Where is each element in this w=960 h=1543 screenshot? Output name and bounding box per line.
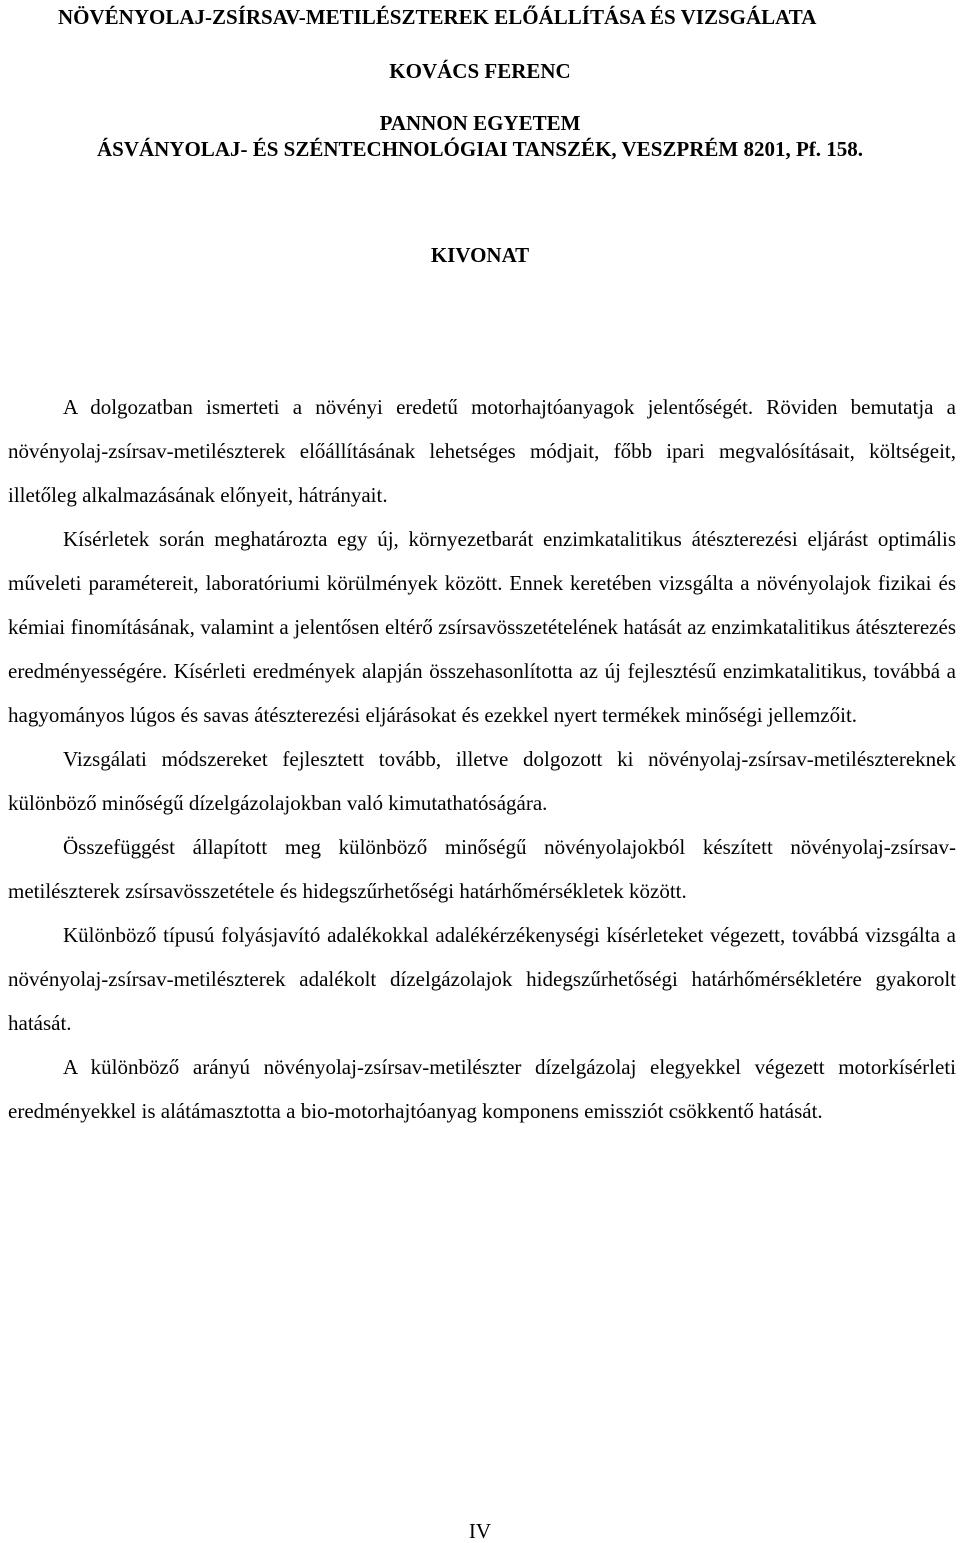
page-number: IV	[468, 1519, 492, 1543]
abstract-paragraph: A különböző arányú növényolaj-zsírsav-metilészter dízelgázolaj elegyekkel végezett motorkísérleti eredményekkel is alátámasztotta a bio-motorhajtóanyag komponens emissziót csökkentő hatását.	[8, 1055, 956, 1123]
abstract-paragraph: Összefüggést állapított meg különböző minőségű növényolajokból készített növényolaj-zsírsav-metilészterek zsírsavösszetétele és hidegszűrhetőségi határhőmérsékletek között.	[8, 835, 956, 903]
abstract-paragraph: Kísérletek során meghatározta egy új, környezetbarát enzimkatalitikus átészterezési eljárást optimális műveleti paramétereit, laboratóriumi körülmények között. Ennek keretében vizsgálta a növényolajok fizikai és kémiai finomításának, valamint a jelentősen eltérő zsírsavösszetételének hatását az enzimkatalitikus átészterezés eredményességére. Kísérleti eredmények alapján összehasonlította az új fejlesztésű enzimkatalitikus, továbbá a hagyományos lúgos és savas átészterezési eljárásokat és ezekkel nyert termékek minőségi jellemzőit.	[8, 527, 956, 727]
author-name: KOVÁCS FERENC	[389, 59, 571, 83]
abstract-paragraph: A dolgozatban ismerteti a növényi eredetű motorhajtóanyagok jelentőségét. Röviden bemutatja a növényolaj-zsírsav-metilészterek előállításának lehetséges módjait, főbb ipari megvalósításait, költségeit, illetőleg alkalmazásának előnyeit, hátrányait.	[8, 395, 956, 507]
department-address: ÁSVÁNYOLAJ- ÉS SZÉNTECHNOLÓGIAI TANSZÉK, VESZPRÉM 8201, Pf. 158.	[96, 137, 864, 161]
university-name: PANNON EGYETEM	[379, 111, 581, 135]
abstract-body	[8, 385, 956, 1133]
abstract-heading: KIVONAT	[430, 243, 530, 267]
abstract-paragraph: Különböző típusú folyásjavító adalékokkal adalékérzékenységi kísérleteket végezett, továbbá vizsgálta a növényolaj-zsírsav-metilészterek adalékolt dízelgázolajok hidegszűrhetőségi határhőmérsékletére gyakorolt hatását.	[8, 923, 956, 1035]
document-title: NÖVÉNYOLAJ-ZSÍRSAV-METILÉSZTEREK ELŐÁLLÍTÁSA ÉS VIZSGÁLATA	[58, 5, 817, 29]
abstract-paragraph: Vizsgálati módszereket fejlesztett tovább, illetve dolgozott ki növényolaj-zsírsav-metilésztereknek különböző minőségű dízelgázolajokban való kimutathatóságára.	[8, 747, 956, 815]
